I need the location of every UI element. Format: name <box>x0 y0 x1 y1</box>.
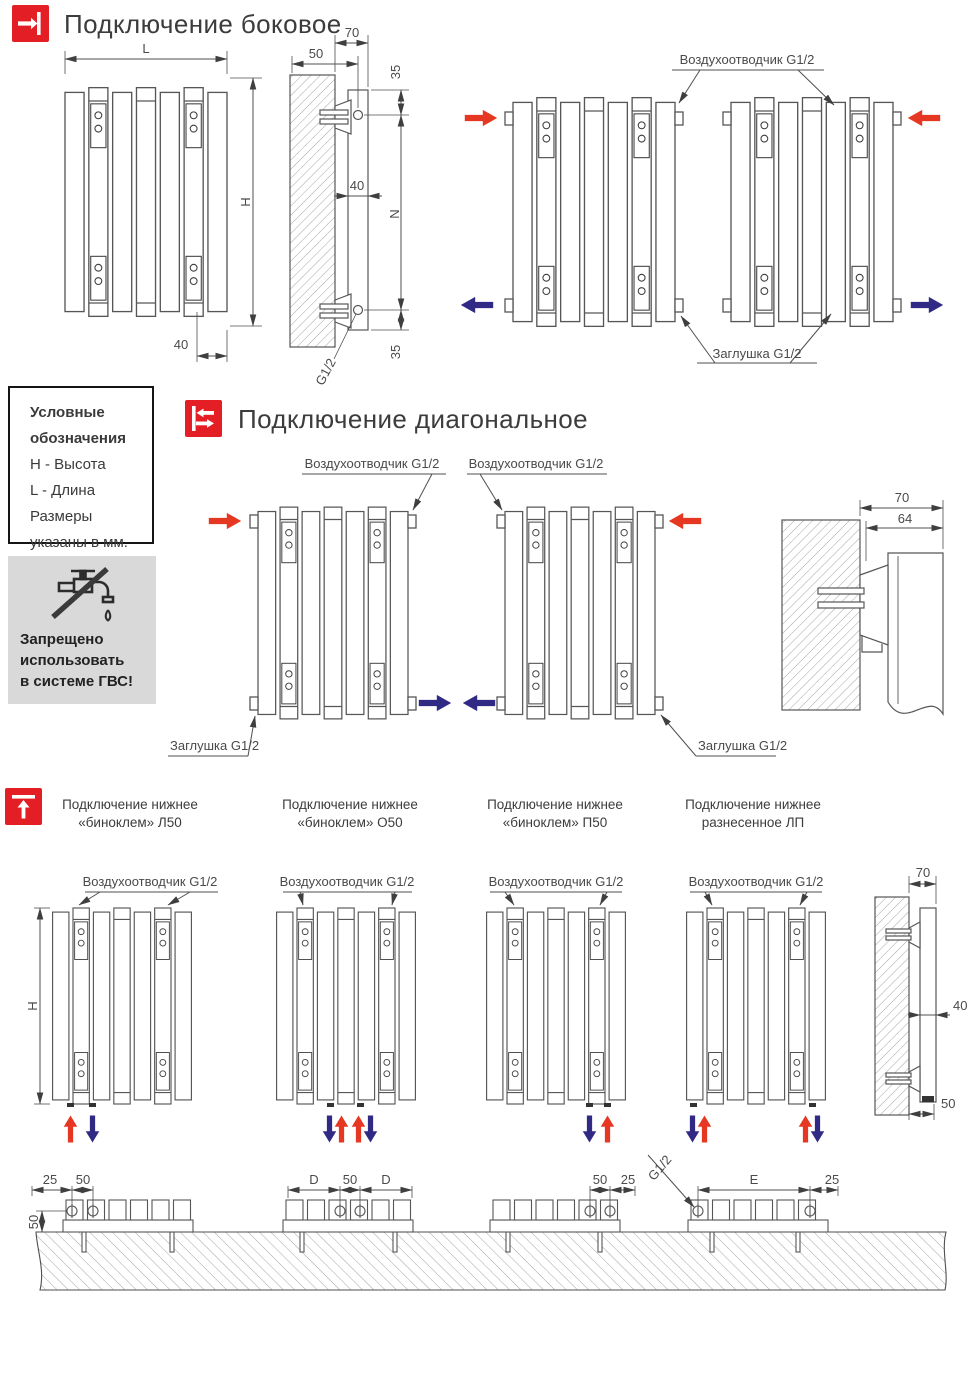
radiator-panel-side <box>888 553 943 714</box>
col-title-line: Подключение нижнее <box>685 797 821 812</box>
plug-label: Заглушка G1/2 <box>712 346 802 361</box>
dim-label-50: 50 <box>342 1172 358 1187</box>
air-vent-label: Воздухоотводчик G1/2 <box>279 874 415 889</box>
radiator-diag-right <box>505 507 655 719</box>
g12-label: G1/2 <box>312 355 339 388</box>
dim-label-H: H <box>238 197 253 207</box>
flow-out-arrow <box>323 1116 337 1143</box>
dim-label-70: 70 <box>894 490 910 505</box>
dim-label-L: L <box>142 41 150 56</box>
legend-line: Размеры <box>30 508 93 525</box>
radiator-bottom-3 <box>487 908 626 1104</box>
flow-out-arrow <box>461 297 493 313</box>
flow-out-arrow <box>811 1116 825 1143</box>
flow-in-arrow <box>698 1116 712 1143</box>
dim-label-50: 50 <box>592 1172 608 1187</box>
dim-label-40s: 40 <box>349 178 365 193</box>
dim-label-50: 50 <box>941 1096 956 1111</box>
col-title-line: «биноклем» О50 <box>297 815 403 830</box>
plug-label: Заглушка G1/2 <box>170 738 260 753</box>
flow-in-arrow <box>335 1116 349 1143</box>
dim-label-H: H <box>25 1001 40 1011</box>
col-title-line: разнесенное ЛП <box>701 815 805 830</box>
col-title-line: «биноклем» Л50 <box>78 815 182 830</box>
g12-label: G1/2 <box>644 1152 675 1184</box>
legend-line: обозначения <box>30 430 126 447</box>
air-vent-label: Воздухоотводчик G1/2 <box>468 456 604 471</box>
radiator-left <box>513 98 675 327</box>
col-title-line: Подключение нижнее <box>487 797 623 812</box>
flow-in-arrow <box>352 1116 366 1143</box>
flow-out-arrow <box>364 1116 378 1143</box>
dim-label-40: 40 <box>173 337 189 352</box>
section-side-title: Подключение боковое <box>64 9 342 39</box>
dim-label-40: 40 <box>953 998 968 1013</box>
dim-label-35: 35 <box>388 64 403 80</box>
legend-line: L - Длина <box>30 482 96 499</box>
wall-hatch <box>782 520 860 710</box>
dim-label-70: 70 <box>915 865 931 880</box>
flow-in-arrow <box>799 1116 813 1143</box>
plug-label: Заглушка G1/2 <box>698 738 788 753</box>
flow-in-arrow <box>908 110 940 126</box>
radiator-bottom-1 <box>53 908 192 1104</box>
flow-out-arrow <box>583 1116 597 1143</box>
dim-label-25: 25 <box>620 1172 636 1187</box>
dim-label-35b: 35 <box>388 344 403 360</box>
dim-label-50v: 50 <box>26 1214 41 1230</box>
air-vent-label: Воздухоотводчик G1/2 <box>82 874 218 889</box>
dim-label-E: E <box>749 1172 759 1187</box>
flow-in-arrow <box>601 1116 615 1143</box>
warning-line: использовать <box>20 652 125 669</box>
radiator-panel-side <box>920 908 936 1102</box>
dim-label-64: 64 <box>897 511 913 526</box>
flow-out-arrow <box>463 695 495 711</box>
col-title-line: «биноклем» П50 <box>502 815 608 830</box>
dim-label-D: D <box>381 1172 391 1187</box>
air-vent-label: Воздухоотводчик G1/2 <box>688 874 824 889</box>
flow-in-arrow <box>64 1116 78 1143</box>
col-title-line: Подключение нижнее <box>282 797 418 812</box>
air-vent-label: Воздухоотводчик G1/2 <box>488 874 624 889</box>
dim-label-70: 70 <box>344 25 360 40</box>
flow-in-arrow <box>209 513 241 529</box>
legend-line: указаны в мм. <box>30 534 128 551</box>
legend-line: Н - Высота <box>30 456 106 473</box>
air-vent-label: Воздухоотводчик G1/2 <box>304 456 440 471</box>
radiator-bottom-2 <box>277 908 416 1104</box>
radiator-bottom-4 <box>687 908 826 1104</box>
section-diagonal-title: Подключение диагональное <box>238 404 589 434</box>
dim-label-25: 25 <box>824 1172 840 1187</box>
flow-out-arrow <box>686 1116 700 1143</box>
dim-label-N: N <box>387 209 402 219</box>
flow-in-arrow <box>669 513 701 529</box>
dim-label-D: D <box>309 1172 319 1187</box>
dim-label-25: 25 <box>42 1172 58 1187</box>
col-title-line: Подключение нижнее <box>62 797 198 812</box>
radiator-right <box>731 98 893 327</box>
flow-out-arrow <box>911 297 943 313</box>
dim-label-50: 50 <box>308 46 324 61</box>
flow-in-arrow <box>465 110 497 126</box>
warning-line: Запрещено <box>20 631 104 648</box>
flow-out-arrow <box>86 1116 100 1143</box>
radiator-front-view <box>65 88 227 317</box>
flow-out-arrow <box>419 695 451 711</box>
radiator-diag-left <box>258 507 408 719</box>
legend-line: Условные <box>30 404 105 421</box>
warning-line: в системе ГВС! <box>20 673 133 690</box>
air-vent-label: Воздухоотводчик G1/2 <box>679 52 815 67</box>
dim-label-50: 50 <box>75 1172 91 1187</box>
